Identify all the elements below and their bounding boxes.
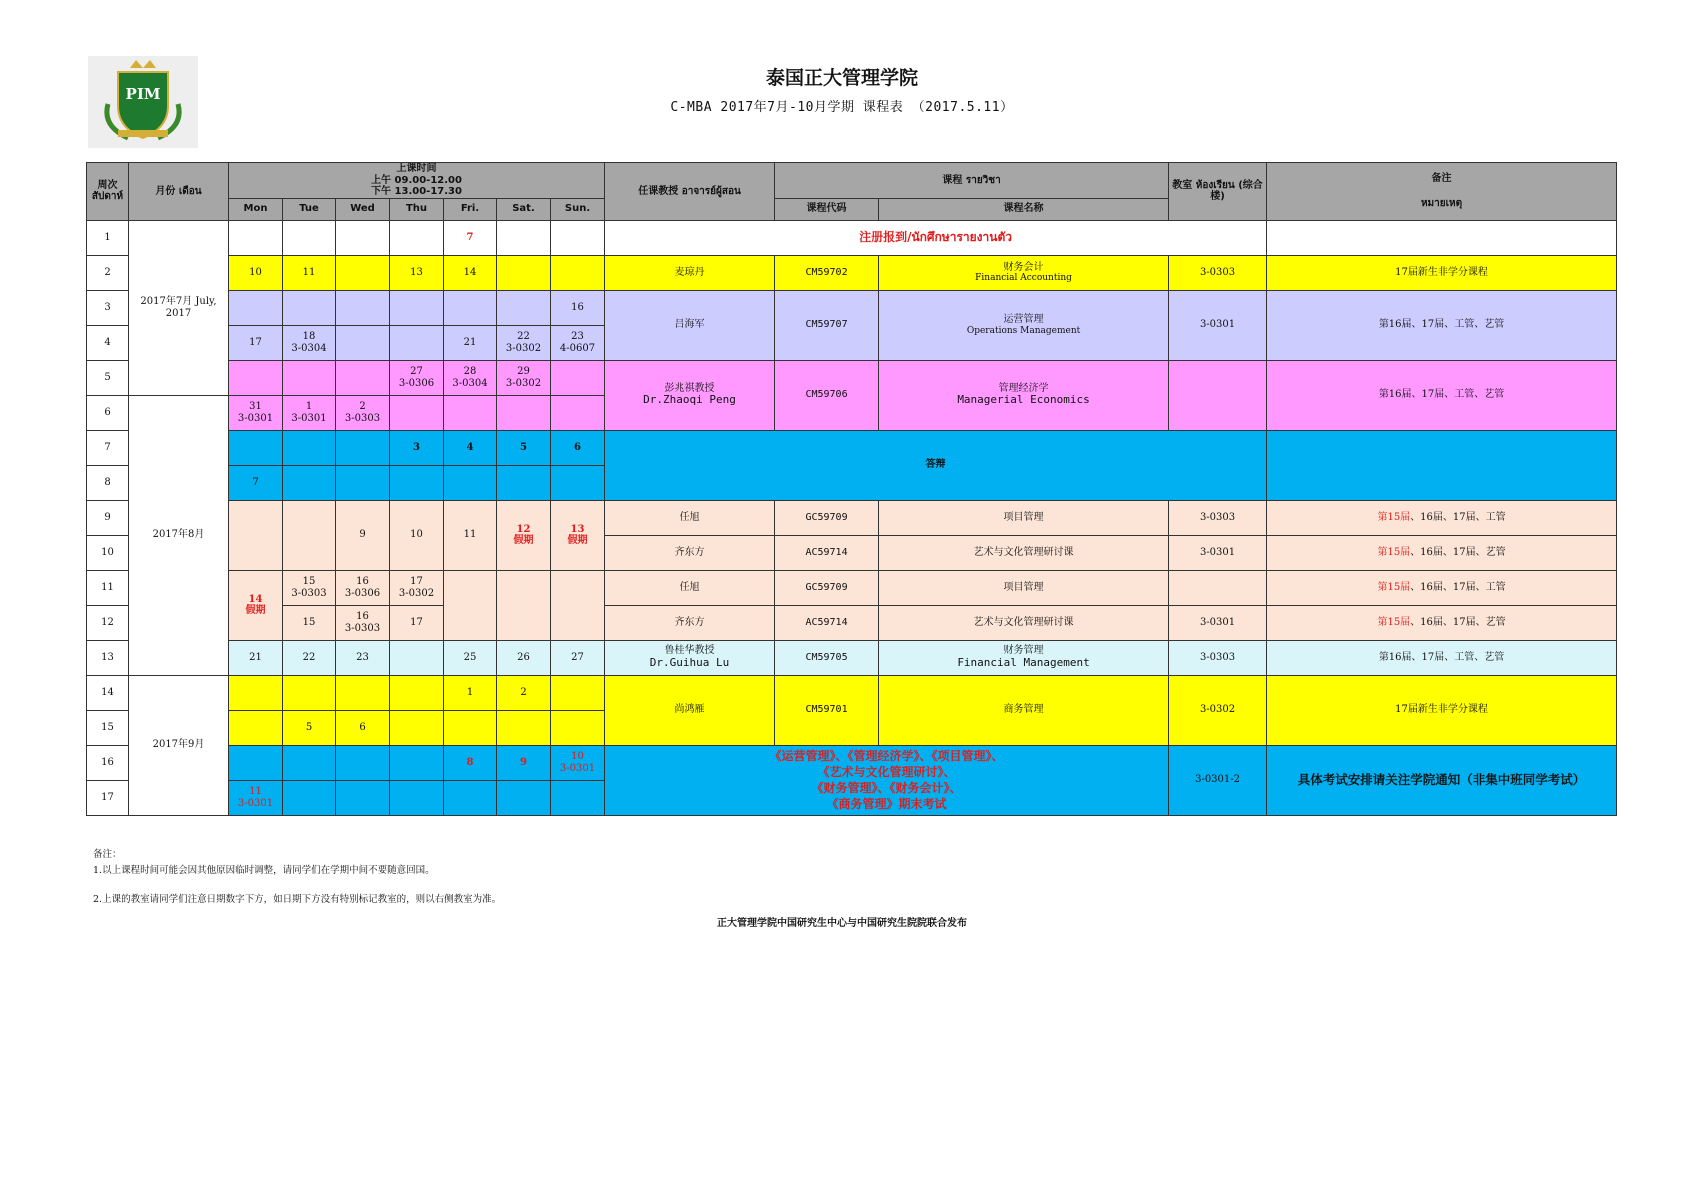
teacher-header: 任课教授 อาจารย์ผู้สอน bbox=[605, 163, 775, 221]
course-code-cell: GC59709 bbox=[775, 500, 879, 535]
day-cell: 21 bbox=[229, 640, 283, 675]
note-2: 2.上课的教室请同学们注意日期数字下方，如日期下方没有特别标记教室的，则以右侧教室为准。 bbox=[93, 894, 502, 905]
course-code-cell: CM59705 bbox=[775, 640, 879, 675]
day-cell bbox=[497, 290, 551, 325]
day-cell bbox=[444, 780, 497, 815]
week-number: 16 bbox=[87, 745, 129, 780]
remark-header-th: หมายเหตุ bbox=[1420, 198, 1463, 210]
note-1: 1.以上课程时间可能会因其他原因临时调整，请同学们在学期中间不要随意回国。 bbox=[93, 865, 435, 876]
header-row-1 bbox=[87, 163, 1617, 199]
day-cell: 6 bbox=[551, 430, 605, 465]
day-cell bbox=[229, 780, 283, 815]
day-cell bbox=[444, 570, 497, 640]
remark-cell bbox=[1267, 605, 1617, 640]
week-number: 15 bbox=[87, 710, 129, 745]
date: 27 bbox=[410, 366, 423, 377]
day-cell bbox=[283, 360, 336, 395]
remark-highlight: 第15届 bbox=[1377, 546, 1411, 558]
day-cell bbox=[390, 325, 444, 360]
week-number: 14 bbox=[87, 675, 129, 710]
day-cell bbox=[497, 255, 551, 290]
day-cell bbox=[229, 395, 283, 430]
teacher-cell bbox=[605, 360, 775, 430]
day-cell bbox=[497, 465, 551, 500]
course-code-cell: CM59707 bbox=[775, 290, 879, 360]
day-cell bbox=[283, 290, 336, 325]
day-cell bbox=[444, 395, 497, 430]
exam-line: 《财务管理》、《财务会计》、 bbox=[811, 781, 962, 795]
day-cell bbox=[551, 675, 605, 710]
remark-cell: 具体考试安排请关注学院通知（非集中班同学考试） bbox=[1267, 745, 1617, 815]
class-time-pm: 下午 13.00-17.30 bbox=[371, 186, 462, 197]
day-cell bbox=[390, 290, 444, 325]
room: 3-0306 bbox=[398, 377, 435, 389]
day-cell bbox=[229, 675, 283, 710]
day-cell bbox=[229, 500, 283, 570]
date: 29 bbox=[517, 366, 530, 377]
final-exam-cell bbox=[605, 745, 1169, 815]
week-row bbox=[87, 745, 1617, 780]
course-name-cell bbox=[879, 640, 1169, 675]
publisher-line: 正大管理学院中国研究生中心与中国研究生院院联合发布 bbox=[717, 918, 967, 929]
room-cell: 3-0303 bbox=[1169, 500, 1267, 535]
teacher-cell: 麦琼丹 bbox=[605, 255, 775, 290]
day-cell bbox=[390, 395, 444, 430]
day-cell bbox=[497, 570, 551, 640]
date: 1 bbox=[305, 401, 313, 412]
day-cell bbox=[336, 360, 390, 395]
week-row bbox=[87, 675, 1617, 710]
room: 3-0301 bbox=[237, 797, 274, 809]
date: 31 bbox=[249, 401, 262, 412]
room-cell: 3-0301 bbox=[1169, 535, 1267, 570]
day-cell: 21 bbox=[444, 325, 497, 360]
room: 4-0607 bbox=[559, 342, 596, 354]
day-cell: 11 bbox=[283, 255, 336, 290]
remark-header bbox=[1267, 163, 1617, 221]
holiday-label: 假期 bbox=[567, 535, 588, 546]
week-row bbox=[87, 640, 1617, 675]
day-cell bbox=[283, 570, 336, 605]
svg-text:PIM: PIM bbox=[125, 85, 161, 103]
week-number: 10 bbox=[87, 535, 129, 570]
day-header: Thu bbox=[390, 198, 444, 220]
class-time-header bbox=[229, 163, 605, 199]
teacher-cell bbox=[605, 640, 775, 675]
course-name-cell: 艺术与文化管理研讨课 bbox=[879, 535, 1169, 570]
class-time-title: 上课时间 bbox=[396, 163, 437, 174]
day-cell bbox=[229, 745, 283, 780]
day-cell bbox=[497, 220, 551, 255]
day-cell: 27 bbox=[551, 640, 605, 675]
day-cell bbox=[551, 500, 605, 570]
registration-notice: 注册报到/นักศึกษารายงานตัว bbox=[605, 220, 1267, 255]
day-cell bbox=[444, 710, 497, 745]
day-cell bbox=[497, 395, 551, 430]
teacher-cn: 鲁桂华教授 bbox=[664, 645, 715, 657]
day-cell: 16 bbox=[551, 290, 605, 325]
day-cell bbox=[390, 360, 444, 395]
day-cell bbox=[229, 570, 283, 640]
day-cell bbox=[444, 465, 497, 500]
day-cell bbox=[497, 325, 551, 360]
course-name-en: Financial Accounting bbox=[975, 273, 1072, 284]
course-name-header: 课程名称 bbox=[879, 198, 1169, 220]
day-cell bbox=[229, 220, 283, 255]
day-cell: 26 bbox=[497, 640, 551, 675]
week-row bbox=[87, 220, 1617, 255]
day-cell bbox=[283, 745, 336, 780]
date: 13 bbox=[570, 523, 585, 535]
date: 12 bbox=[516, 523, 531, 535]
day-cell bbox=[444, 360, 497, 395]
course-name-cell: 商务管理 bbox=[879, 675, 1169, 745]
room-cell bbox=[1169, 570, 1267, 605]
day-cell bbox=[551, 325, 605, 360]
remark-cell bbox=[1267, 500, 1617, 535]
remark-highlight: 第15届 bbox=[1377, 511, 1411, 523]
room: 3-0303 bbox=[344, 622, 381, 634]
day-cell bbox=[497, 360, 551, 395]
week-header: 周次 สัปดาห์ bbox=[87, 163, 129, 221]
day-cell bbox=[336, 570, 390, 605]
remark-highlight: 第15届 bbox=[1377, 616, 1411, 628]
week-row bbox=[87, 430, 1617, 465]
room: 3-0301 bbox=[559, 762, 596, 774]
notes-title: 备注： bbox=[93, 849, 122, 860]
exam-line: 《艺术与文化管理研讨》、 bbox=[817, 764, 956, 779]
remark-cell bbox=[1267, 430, 1617, 500]
date: 22 bbox=[517, 331, 530, 342]
day-cell: 7 bbox=[229, 465, 283, 500]
day-cell: 7 bbox=[444, 220, 497, 255]
room-cell bbox=[1169, 360, 1267, 430]
day-cell bbox=[551, 570, 605, 640]
remark-highlight: 第15届 bbox=[1377, 581, 1411, 593]
course-header: 课程 รายวิชา bbox=[775, 163, 1169, 199]
remark-cell: 17届新生非学分课程 bbox=[1267, 255, 1617, 290]
week-number: 17 bbox=[87, 780, 129, 815]
week-number: 12 bbox=[87, 605, 129, 640]
teacher-en: Dr.Guihua Lu bbox=[649, 655, 730, 669]
month-cell-jul: 2017年7月 July, 2017 bbox=[129, 220, 229, 395]
day-cell bbox=[283, 395, 336, 430]
week-number: 1 bbox=[87, 220, 129, 255]
date: 17 bbox=[410, 576, 423, 587]
day-cell: 22 bbox=[283, 640, 336, 675]
day-cell bbox=[336, 325, 390, 360]
day-cell: 23 bbox=[336, 640, 390, 675]
week-row bbox=[87, 605, 1617, 640]
day-cell bbox=[283, 430, 336, 465]
day-cell: 9 bbox=[497, 745, 551, 780]
course-name-cell bbox=[879, 290, 1169, 360]
day-cell bbox=[390, 570, 444, 605]
teacher-cell: 尚鸿雁 bbox=[605, 675, 775, 745]
page-title: 泰国正大管理学院 bbox=[765, 67, 918, 89]
teacher-en: Dr.Zhaoqi Peng bbox=[643, 393, 736, 407]
day-cell: 13 bbox=[390, 255, 444, 290]
course-name-cn: 管理经济学 bbox=[998, 382, 1049, 394]
week-number: 13 bbox=[87, 640, 129, 675]
exam-line: 《商务管理》期末考试 bbox=[826, 797, 947, 812]
day-cell bbox=[336, 465, 390, 500]
remark-rest: 、16届、17届、艺管 bbox=[1410, 616, 1506, 628]
course-name-cell: 艺术与文化管理研讨课 bbox=[879, 605, 1169, 640]
week-row bbox=[87, 500, 1617, 535]
day-header: Wed bbox=[336, 198, 390, 220]
day-cell bbox=[336, 430, 390, 465]
room: 3-0303 bbox=[344, 412, 381, 424]
remark-rest: 、16届、17届、艺管 bbox=[1410, 546, 1506, 558]
class-time-am: 上午 09.00-12.00 bbox=[371, 174, 462, 186]
course-name-cn: 运营管理 bbox=[1003, 314, 1044, 326]
room: 3-0306 bbox=[344, 587, 381, 599]
month-header: 月份 เดือน bbox=[129, 163, 229, 221]
day-cell bbox=[229, 430, 283, 465]
defense-cell: 答辩 bbox=[605, 430, 1267, 500]
day-cell: 5 bbox=[283, 710, 336, 745]
remark-cell bbox=[1267, 535, 1617, 570]
holiday-label: 假期 bbox=[513, 535, 534, 546]
day-cell bbox=[283, 780, 336, 815]
day-cell bbox=[336, 220, 390, 255]
course-code-cell: AC59714 bbox=[775, 535, 879, 570]
day-cell bbox=[390, 640, 444, 675]
course-code-cell: GC59709 bbox=[775, 570, 879, 605]
day-cell bbox=[283, 220, 336, 255]
course-code-cell: CM59702 bbox=[775, 255, 879, 290]
date: 14 bbox=[248, 593, 263, 605]
day-cell: 1 bbox=[444, 675, 497, 710]
remark-header-cn: 备注 bbox=[1431, 172, 1452, 184]
remark-rest: 、16届、17届、工管 bbox=[1410, 581, 1506, 593]
day-cell bbox=[229, 710, 283, 745]
week-number: 11 bbox=[87, 570, 129, 605]
day-cell bbox=[229, 360, 283, 395]
room: 3-0303 bbox=[291, 587, 327, 599]
room: 3-0304 bbox=[291, 342, 327, 354]
day-header: Sun. bbox=[551, 198, 605, 220]
week-row bbox=[87, 290, 1617, 325]
room-cell: 3-0301 bbox=[1169, 605, 1267, 640]
day-cell bbox=[336, 780, 390, 815]
day-cell bbox=[551, 710, 605, 745]
remark-rest: 、16届、17届、工管 bbox=[1410, 511, 1506, 523]
day-cell bbox=[336, 675, 390, 710]
day-cell bbox=[336, 395, 390, 430]
date: 16 bbox=[356, 576, 369, 587]
remark-cell: 第16届、17届、工管、艺管 bbox=[1267, 290, 1617, 360]
day-cell: 15 bbox=[283, 605, 336, 640]
room-cell: 3-0301 bbox=[1169, 290, 1267, 360]
room-header: 教室 ห้องเรียน (综合楼) bbox=[1169, 163, 1267, 221]
room: 3-0304 bbox=[452, 377, 488, 389]
day-cell bbox=[283, 465, 336, 500]
day-cell bbox=[551, 465, 605, 500]
day-cell bbox=[283, 325, 336, 360]
day-cell bbox=[390, 465, 444, 500]
date: 10 bbox=[571, 751, 584, 762]
week-row bbox=[87, 570, 1617, 605]
course-code-header: 课程代码 bbox=[775, 198, 879, 220]
day-header: Tue bbox=[283, 198, 336, 220]
week-row bbox=[87, 360, 1617, 395]
day-cell bbox=[390, 220, 444, 255]
day-cell bbox=[390, 675, 444, 710]
course-name-en: Operations Management bbox=[966, 325, 1081, 336]
day-cell: 17 bbox=[229, 325, 283, 360]
week-row bbox=[87, 255, 1617, 290]
month-cell-aug: 2017年8月 bbox=[129, 395, 229, 675]
day-cell bbox=[444, 290, 497, 325]
week-number: 2 bbox=[87, 255, 129, 290]
day-cell: 3 bbox=[390, 430, 444, 465]
room-cell: 3-0301-2 bbox=[1169, 745, 1267, 815]
page-subtitle: C-MBA 2017年7月-10月学期 课程表 （2017.5.11） bbox=[670, 100, 1014, 115]
day-header: Fri. bbox=[444, 198, 497, 220]
day-cell bbox=[551, 360, 605, 395]
room-cell: 3-0303 bbox=[1169, 640, 1267, 675]
course-name-cn: 财务会计 bbox=[1003, 261, 1044, 273]
day-cell bbox=[551, 780, 605, 815]
holiday-label: 假期 bbox=[245, 605, 266, 616]
date: 23 bbox=[571, 331, 584, 342]
teacher-cell: 齐东方 bbox=[605, 535, 775, 570]
month-cell-sep: 2017年9月 bbox=[129, 675, 229, 815]
day-cell: 11 bbox=[444, 500, 497, 570]
day-cell bbox=[336, 255, 390, 290]
remark-cell bbox=[1267, 570, 1617, 605]
day-cell bbox=[551, 395, 605, 430]
course-name-cell: 项目管理 bbox=[879, 500, 1169, 535]
course-name-cell: 项目管理 bbox=[879, 570, 1169, 605]
course-code-cell: CM59706 bbox=[775, 360, 879, 430]
day-cell bbox=[497, 500, 551, 570]
day-header: Sat. bbox=[497, 198, 551, 220]
day-cell: 2 bbox=[497, 675, 551, 710]
teacher-cell: 任旭 bbox=[605, 570, 775, 605]
room: 3-0301 bbox=[237, 412, 274, 424]
week-number: 3 bbox=[87, 290, 129, 325]
course-name-en: Managerial Economics bbox=[957, 393, 1090, 407]
date: 2 bbox=[359, 401, 366, 412]
teacher-cell: 齐东方 bbox=[605, 605, 775, 640]
day-cell: 4 bbox=[444, 430, 497, 465]
day-cell bbox=[390, 780, 444, 815]
day-cell bbox=[497, 780, 551, 815]
week-number: 4 bbox=[87, 325, 129, 360]
date: 16 bbox=[356, 611, 369, 622]
remark-cell: 第16届、17届、工管、艺管 bbox=[1267, 360, 1617, 430]
day-cell bbox=[497, 710, 551, 745]
course-name-cell bbox=[879, 255, 1169, 290]
day-cell bbox=[336, 605, 390, 640]
day-cell: 9 bbox=[336, 500, 390, 570]
day-header: Mon bbox=[229, 198, 283, 220]
day-cell bbox=[336, 745, 390, 780]
day-cell: 25 bbox=[444, 640, 497, 675]
course-name-cell bbox=[879, 360, 1169, 430]
room: 3-0302 bbox=[398, 587, 435, 599]
day-cell: 17 bbox=[390, 605, 444, 640]
week-number: 5 bbox=[87, 360, 129, 395]
date: 28 bbox=[463, 366, 477, 377]
course-name-en: Financial Management bbox=[957, 655, 1090, 669]
remark-cell bbox=[1267, 220, 1617, 255]
day-cell: 10 bbox=[229, 255, 283, 290]
day-cell bbox=[390, 745, 444, 780]
room: 3-0301 bbox=[291, 412, 327, 424]
date: 18 bbox=[302, 331, 316, 342]
day-cell bbox=[551, 220, 605, 255]
date: 11 bbox=[249, 786, 262, 797]
date: 15 bbox=[302, 576, 316, 587]
remark-cell: 第16届、17届、工管、艺管 bbox=[1267, 640, 1617, 675]
day-cell bbox=[551, 745, 605, 780]
day-cell: 8 bbox=[444, 745, 497, 780]
teacher-cn: 彭兆祺教授 bbox=[664, 382, 715, 394]
teacher-cell: 吕海军 bbox=[605, 290, 775, 360]
day-cell bbox=[390, 710, 444, 745]
day-cell bbox=[283, 675, 336, 710]
day-cell bbox=[336, 290, 390, 325]
exam-line: 《运营管理》、《管理经济学》、《项目管理》、 bbox=[769, 748, 1004, 763]
room: 3-0302 bbox=[505, 342, 542, 354]
day-cell bbox=[283, 500, 336, 570]
day-cell: 6 bbox=[336, 710, 390, 745]
course-code-cell: CM59701 bbox=[775, 675, 879, 745]
course-schedule-table bbox=[86, 162, 1617, 816]
week-number: 8 bbox=[87, 465, 129, 500]
room-cell: 3-0303 bbox=[1169, 255, 1267, 290]
day-cell: 10 bbox=[390, 500, 444, 570]
week-number: 6 bbox=[87, 395, 129, 430]
course-name-cn: 财务管理 bbox=[1003, 645, 1044, 657]
room-cell: 3-0302 bbox=[1169, 675, 1267, 745]
week-number: 7 bbox=[87, 430, 129, 465]
day-cell: 5 bbox=[497, 430, 551, 465]
day-cell bbox=[229, 290, 283, 325]
day-cell bbox=[551, 255, 605, 290]
room: 3-0302 bbox=[505, 377, 542, 389]
day-cell: 14 bbox=[444, 255, 497, 290]
course-code-cell: AC59714 bbox=[775, 605, 879, 640]
week-number: 9 bbox=[87, 500, 129, 535]
teacher-cell: 任旭 bbox=[605, 500, 775, 535]
remark-cell: 17届新生非学分课程 bbox=[1267, 675, 1617, 745]
